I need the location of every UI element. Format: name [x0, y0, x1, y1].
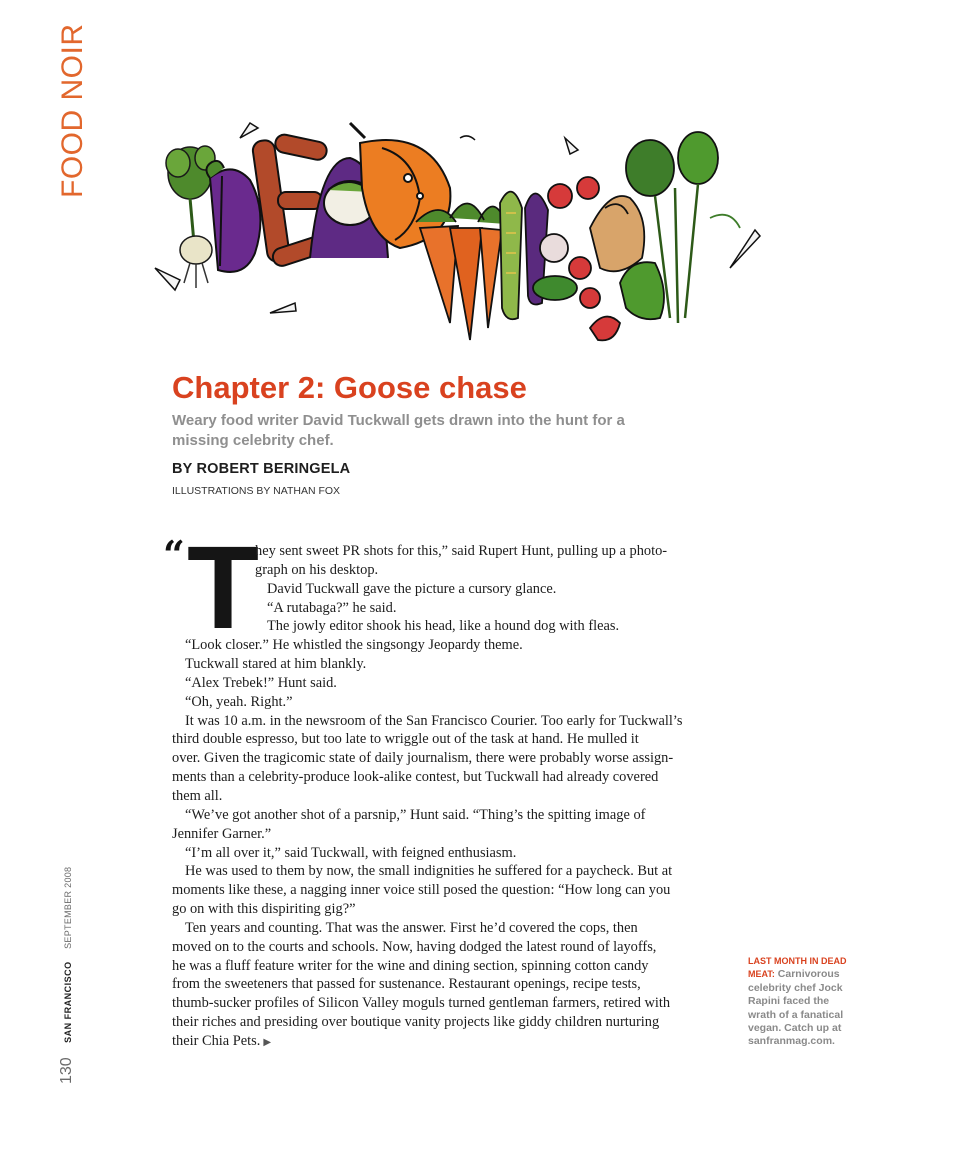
body-line: “Oh, yeah. Right.” — [185, 693, 293, 710]
end-of-page-arrow-icon: ▶ — [263, 1036, 272, 1048]
body-line: “Look closer.” He whistled the singsongy Jeopardy theme. — [185, 637, 523, 654]
body-line: “A rutabaga?” he said. — [267, 599, 397, 616]
article-title: Chapter 2: Goose chase — [172, 370, 527, 405]
body-line: The jowly editor shook his head, like a hound dog with fleas. — [267, 618, 620, 635]
sidebar-text: Carnivorous celebrity chef Jock Rapini faced the wrath of a fanatical vegan. Catch up at sanfranmag.com. — [748, 968, 844, 1048]
body-line: David Tuckwall gave the picture a cursory glance. — [267, 580, 557, 597]
body-line: third double espresso, but too late to wriggle out of the task at hand. He mulled it — [172, 731, 639, 748]
body-line: go on with this dispiriting gig?” — [172, 901, 356, 918]
body-line: over. Given the tragicomic state of daily journalism, there were probably worse assign- — [172, 750, 674, 767]
article-body — [172, 522, 732, 1051]
issue-date: SEPTEMBER 2008 — [63, 866, 73, 949]
magazine-name: SAN FRANCISCO — [63, 961, 73, 1043]
folio — [58, 867, 76, 1084]
body-line: he was a fluff feature writer for the wine and dining section, spinning cotton candy — [172, 957, 649, 974]
body-line: Jennifer Garner.” — [172, 825, 272, 842]
body-line: He was used to them by now, the small indignities he suffered for a paycheck. But at — [185, 863, 673, 880]
body-line: ments than a celebrity-produce look-alike contest, but Tuckwall had already covered — [172, 769, 659, 786]
body-line: “Alex Trebek!” Hunt said. — [185, 674, 337, 691]
body-line: from the sweeteners that passed for sustenance. Restaurant openings, recipe tests, — [172, 976, 641, 993]
body-line: “I’m all over it,” said Tuckwall, with feigned enthusiasm. — [185, 844, 517, 861]
section-label: FOOD NOIR — [56, 23, 89, 198]
drop-cap: T — [187, 522, 260, 654]
body-line: thumb-sucker profiles of Silicon Valley moguls turned gentleman farmers, retired with — [172, 995, 671, 1012]
body-line: moved on to the courts and schools. Now, having dodged the latest round of layoffs, — [172, 938, 657, 955]
body-line: “We’ve got another shot of a parsnip,” Hunt said. “Thing’s the spitting image of — [185, 806, 646, 823]
article-deck: Weary food writer David Tuckwall gets drawn into the hunt for a missing celebrity chef. — [172, 412, 625, 449]
body-line: Tuckwall stared at him blankly. — [185, 656, 367, 673]
body-line: hey sent sweet PR shots for this,” said Rupert Hunt, pulling up a photo- — [255, 543, 668, 559]
open-quote-mark: “ — [163, 532, 185, 577]
body-line: Ten years and counting. That was the answer. First he’d covered the cops, then — [185, 919, 638, 936]
page-number: 130 — [58, 1057, 75, 1084]
body-line-text: their Chia Pets. — [172, 1032, 261, 1049]
body-line: graph on his desktop. — [255, 561, 379, 578]
sidebar-lead: LAST MONTH IN DEAD MEAT: — [748, 956, 847, 980]
sidebar-note — [748, 955, 860, 1049]
body-line: moments like these, a nagging inner voice still posed the question: “How long can you — [172, 882, 671, 899]
dead-meat-illustration — [150, 118, 770, 360]
byline: BY ROBERT BERINGELA — [172, 461, 351, 477]
body-line-last — [172, 1032, 732, 1051]
body-line: It was 10 a.m. in the newsroom of the San Francisco Courier. Too early for Tuckwall’s — [185, 712, 683, 729]
body-line: their riches and presiding over boutique vanity projects like giddy children nurturing — [172, 1014, 660, 1031]
illustration-credit: ILLUSTRATIONS BY NATHAN FOX — [172, 485, 341, 497]
body-line: them all. — [172, 787, 223, 804]
